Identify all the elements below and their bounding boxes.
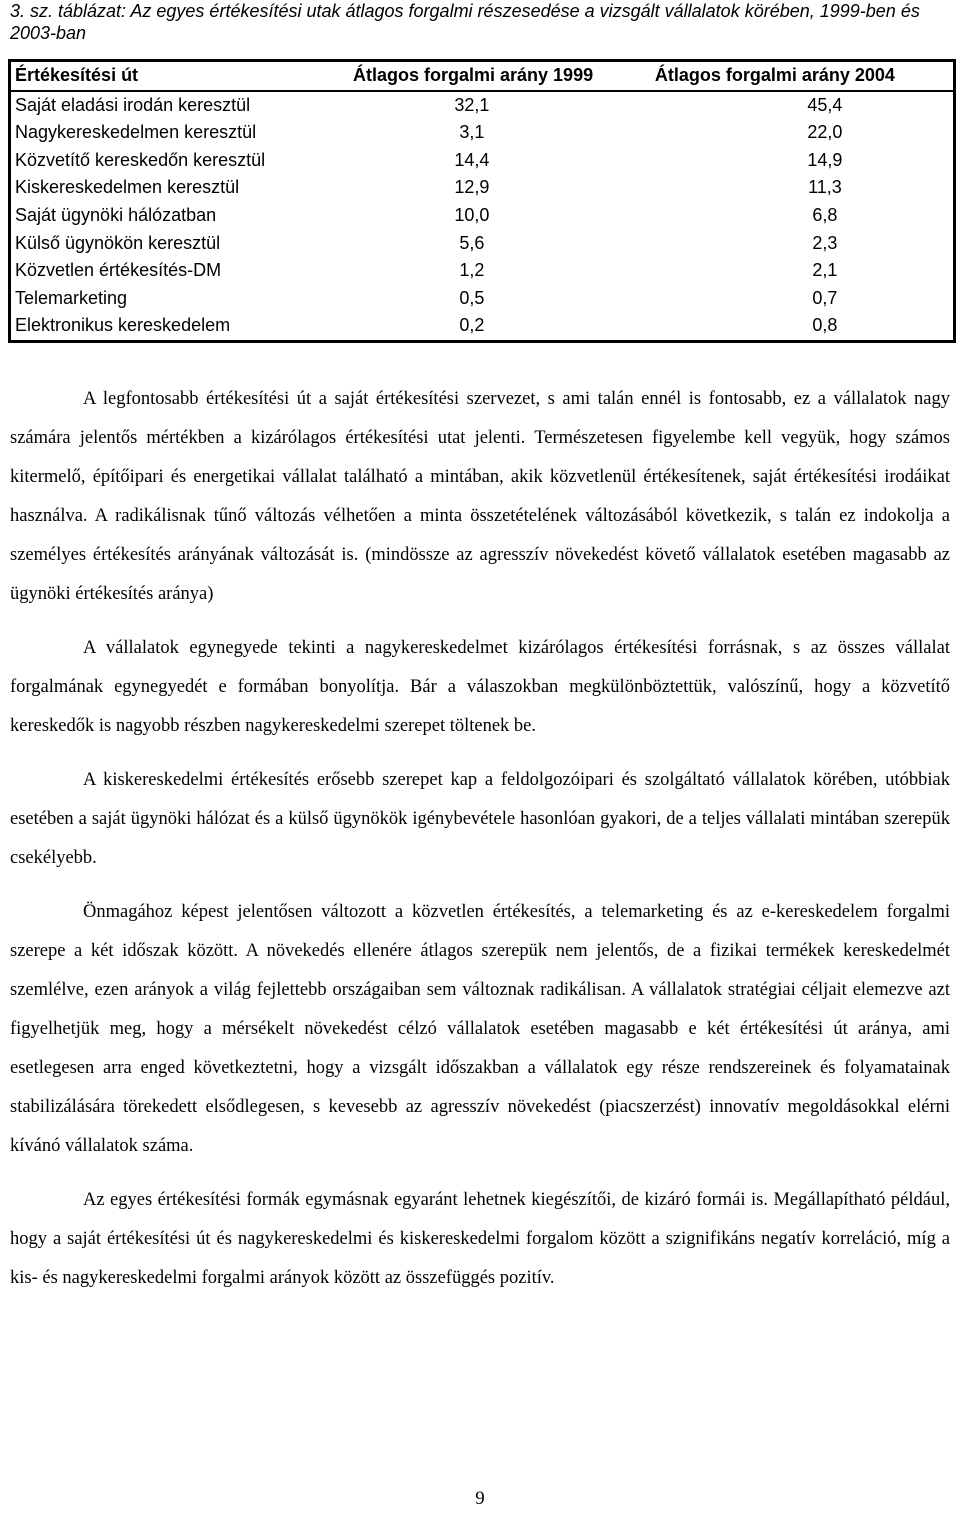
paragraph: Az egyes értékesítési formák egymásnak egyaránt lehetnek kiegészítői, de kizáró formái is. Megállapítható például, hogy a saját értékesítési út és nagykereskedelmi és kiskereskedelmi forgalom között a szignifikáns negatív korreláció, míg a kis- és nagykereskedelmi forgalmi arányok között az összefüggés pozitív. (10, 1190, 950, 1288)
value-1999: 12,9 (454, 177, 490, 198)
value-1999: 0,5 (459, 287, 485, 308)
table-row (10, 147, 955, 175)
value-2004: 22,0 (807, 122, 843, 143)
value-2004: 0,7 (812, 287, 838, 308)
value-2004: 45,4 (807, 94, 843, 115)
table-row (10, 174, 955, 202)
value-2004: 11,3 (808, 177, 842, 198)
channel-name: Közvetítő kereskedőn keresztül (15, 149, 266, 170)
channel-name: Kiskereskedelmen keresztül (15, 177, 240, 198)
paragraph: Önmagához képest jelentősen változott a közvetlen értékesítés, a telemarketing és az e-kereskedelem forgalmi szerepe a két időszak között. A növekedés ellenére átlagos szerepük nem jelentős, de a fizikai termékek kereskedelmét szemlélve, ezen arányok a világ fejlettebb országaiban sem változnak radikálisan. A vállalatok stratégiai céljait elemezve azt figyelhetjük meg, hogy a mérsékelt növekedést célzó vállalatok esetében magasabb e két értékesítési út aránya, ami esetlegesen arra enged következtetni, hogy a vizsgált időszakban a vállalatok egy része rendszereinek és folyamatainak stabilizálására törekedett elsődlegesen, s kevesebb az agresszív növekedést (piacszerzést) innovatív megoldásokkal elérni kívánó vállalatok száma. (10, 902, 950, 1156)
paragraph: A legfontosabb értékesítési út a saját értékesítési szervezet, s ami talán ennél is fontosabb, ez a vállalatok nagy számára jelentős mértékben a kizárólagos értékesítési utat jelenti. Természetesen figyelembe kell vegyük, hogy számos kitermelő, építőipari és energetikai vállalat található a mintában, akik közvetlenül értékesítenek, saját értékesítési irodáikat használva. A radikálisnak tűnő változás vélhetően a minta összetételének változásából következik, s talán ez indokolja a személyes értékesítés arányának változását is. (mindössze az agresszív növekedést követő vállalatok esetében magasabb az ügynöki értékesítés aránya) (10, 389, 950, 604)
value-1999: 10,0 (454, 204, 490, 225)
sales-channel-table (8, 59, 956, 343)
channel-name: Nagykereskedelmen keresztül (15, 122, 257, 143)
value-2004: 14,9 (807, 149, 843, 170)
header-1999: Átlagos forgalmi arány 1999 (349, 61, 651, 91)
channel-name: Elektronikus kereskedelem (15, 315, 231, 336)
value-1999: 0,2 (459, 315, 485, 336)
channel-name: Közvetlen értékesítés-DM (15, 260, 222, 281)
value-1999: 14,4 (454, 149, 490, 170)
value-1999: 5,6 (459, 232, 485, 253)
table-row (10, 202, 955, 230)
table-row (10, 230, 955, 258)
value-2004: 0,8 (812, 315, 838, 336)
page-number: 9 (475, 1488, 485, 1509)
header-channel: Értékesítési út (10, 61, 350, 91)
paragraph: A kiskereskedelmi értékesítés erősebb szerepet kap a feldolgozóipari és szolgáltató vállalatok körében, utóbbiak esetében a saját ügynöki hálózat és a külső ügynökök igénybevétele hasonlóan gyakori, de a teljes vállalati mintában szerepük csekélyebb. (10, 770, 950, 868)
table-row (10, 119, 955, 147)
channel-name: Saját eladási irodán keresztül (15, 94, 251, 115)
channel-name: Saját ügynöki hálózatban (15, 204, 217, 225)
body-text (10, 380, 950, 1313)
value-1999: 32,1 (454, 94, 490, 115)
value-2004: 6,8 (812, 204, 838, 225)
table-row (10, 257, 955, 285)
table-row (10, 285, 955, 313)
table-caption: 3. sz. táblázat: Az egyes értékesítési utak átlagos forgalmi részesedése a vizsgált vállalatok körében, 1999-ben és 2003-ban (10, 1, 920, 43)
value-1999: 1,2 (459, 260, 485, 281)
channel-name: Telemarketing (15, 287, 128, 308)
channel-name: Külső ügynökön keresztül (15, 232, 221, 253)
table-header-row (10, 61, 955, 91)
value-2004: 2,1 (812, 260, 838, 281)
table-row (10, 312, 955, 341)
value-2004: 2,3 (812, 232, 838, 253)
header-2004: Átlagos forgalmi arány 2004 (651, 61, 955, 91)
value-1999: 3,1 (459, 122, 485, 143)
paragraph: A vállalatok egynegyede tekinti a nagykereskedelmet kizárólagos értékesítési forrásnak, s az összes vállalat forgalmának egynegyedét e formában bonyolítja. Bár a válaszokban megkülönböztettük, valószínű, hogy a közvetítő kereskedők is nagyobb részben nagykereskedelmi szerepet töltenek be. (10, 638, 950, 736)
table-row (10, 91, 955, 120)
